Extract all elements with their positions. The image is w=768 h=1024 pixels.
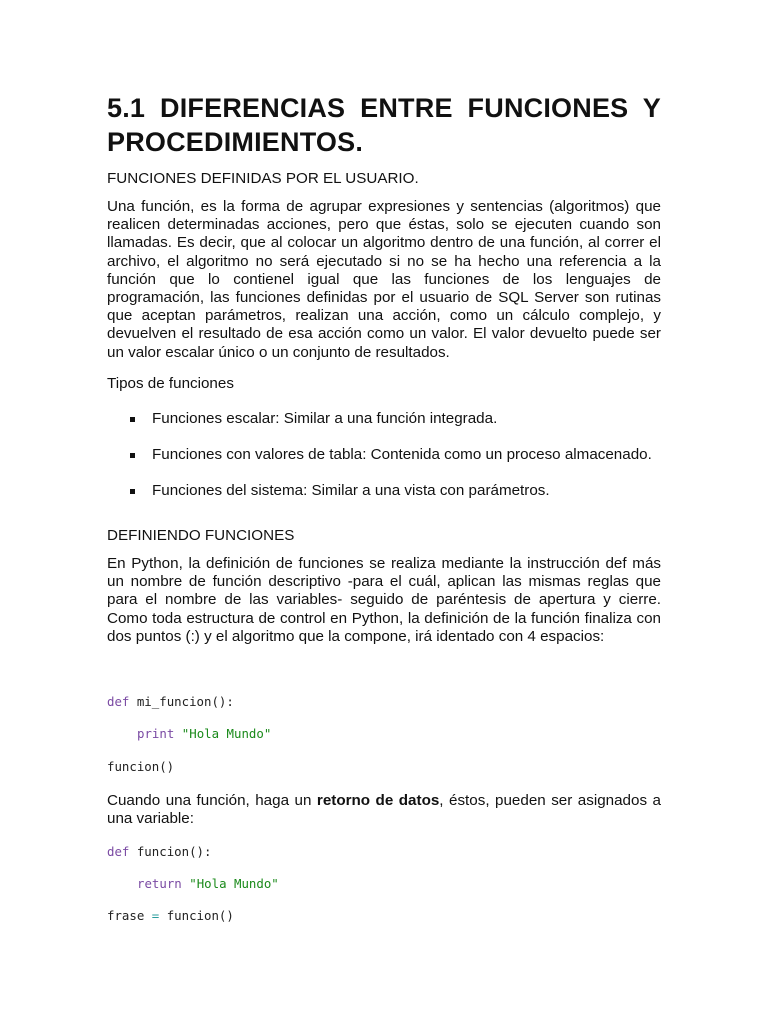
code-keyword: def xyxy=(107,694,130,709)
code-operator: = xyxy=(151,908,160,923)
code-line-def xyxy=(107,844,211,860)
code-string: "Hola Mundo" xyxy=(181,726,272,741)
code-line-def xyxy=(107,694,234,710)
code-line-return xyxy=(137,876,279,892)
list-item: Funciones del sistema: Similar a una vista con parámetros. xyxy=(107,482,661,518)
bullet-square-icon xyxy=(130,417,135,422)
bullet-square-icon xyxy=(130,489,135,494)
user-functions-paragraph: Una función, es la forma de agrupar expresiones y sentencias (algoritmos) que realicen determinadas acciones, pero que éstas, solo se ejecuten cuando son llamadas. Es decir, que al colocar un algoritmo dentro de una función, al correr el archivo, el algoritmo no será ejecutado si no se ha hecho una referencia a la función que lo contienel igual que las funciones de los lenguajes de programación, las funciones definidas por el usuario de SQL Server son rutinas que aceptan parámetros, realizan una acción, como un cálculo complejo, y devuelven el resultado de esa acción como un valor. El valor devuelto puede ser un valor escalar único o un conjunto de resultados. xyxy=(107,198,661,361)
section-heading-user-functions: FUNCIONES DEFINIDAS POR EL USUARIO. xyxy=(107,170,419,187)
defining-functions-paragraph: En Python, la definición de funciones se realiza mediante la instrucción def más un nombre de función descriptivo -para el cuál, aplican las mismas reglas que para el nombre de las variables- seguido de paréntesis de apertura y cierre. Como toda estructura de control en Python, la definición de la función finaliza con dos puntos (:) y el algoritmo que la compone, irá identado con 4 espacios: xyxy=(107,555,661,645)
function-types-heading: Tipos de funciones xyxy=(107,375,234,392)
code-text: frase xyxy=(107,908,152,923)
code-line-assign xyxy=(107,908,234,924)
code-text: funcion() xyxy=(159,908,234,923)
function-types-list xyxy=(107,410,661,518)
code-line-print xyxy=(137,726,271,742)
code-line-call: funcion() xyxy=(107,759,175,774)
section-heading-defining-functions: DEFINIENDO FUNCIONES xyxy=(107,527,295,544)
bullet-square-icon xyxy=(130,453,135,458)
code-keyword: print xyxy=(137,726,175,741)
code-text: funcion(): xyxy=(129,844,212,859)
code-keyword: return xyxy=(137,876,182,891)
return-data-paragraph: Cuando una función, haga un retorno de datos, éstos, pueden ser asignados a una variable: xyxy=(107,792,661,828)
bold-term: retorno de datos xyxy=(316,792,440,809)
code-text: mi_funcion(): xyxy=(129,694,234,709)
code-string: "Hola Mundo" xyxy=(189,876,279,891)
page-title: 5.1 DIFERENCIAS ENTRE FUNCIONES Y PROCEDIMIENTOS. xyxy=(107,93,661,157)
list-item: Funciones con valores de tabla: Contenida como un proceso almacenado. xyxy=(107,446,661,482)
code-keyword: def xyxy=(107,844,130,859)
list-item: Funciones escalar: Similar a una función integrada. xyxy=(107,410,661,446)
